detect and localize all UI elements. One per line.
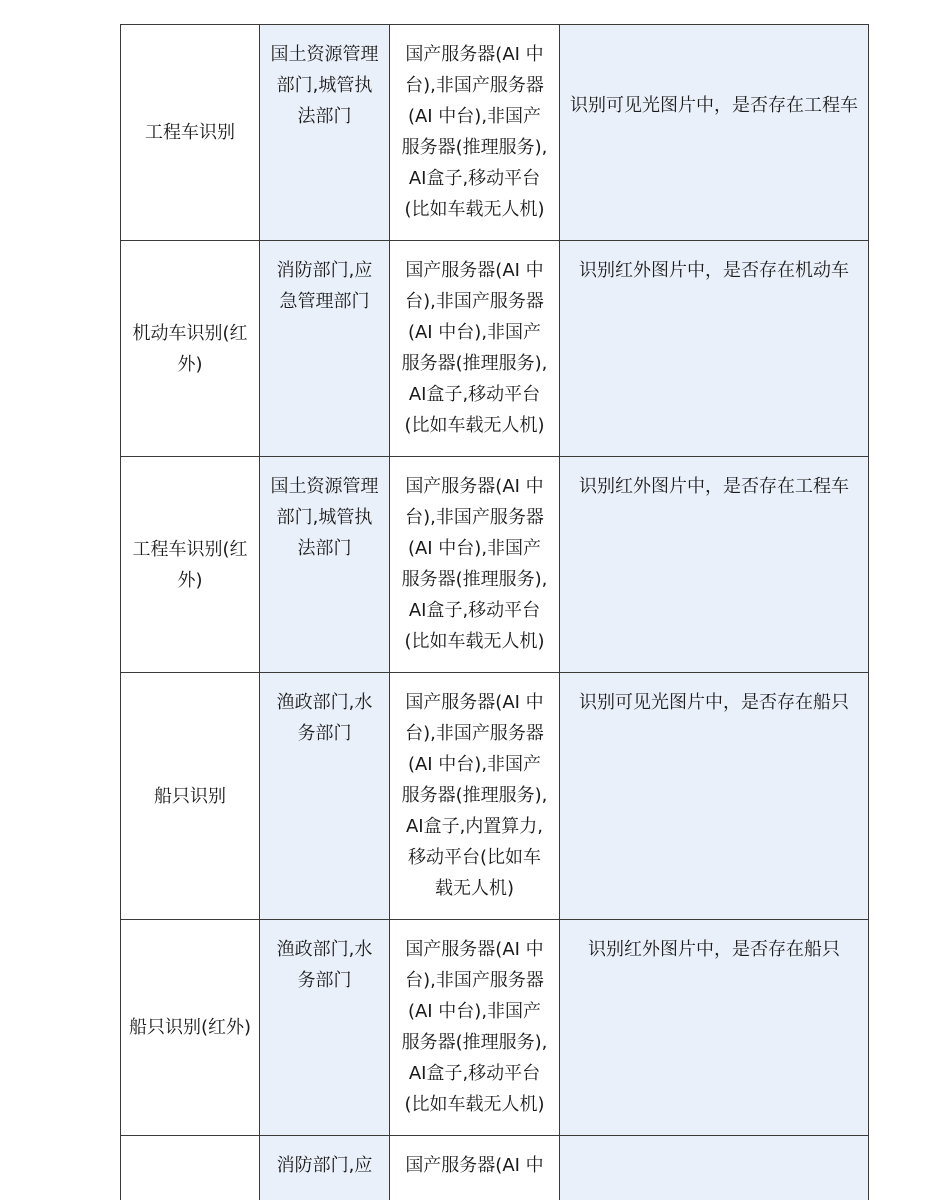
deployment-cell: 国产服务器(AI 中台),非国产服务器(AI 中台),非国产服务器(推理服务),AI盒子,内置算力,移动平台(比如车载无人机) [390, 673, 560, 920]
description-cell: 识别可见光图片中，是否存在工程车 [560, 25, 869, 241]
department-cell: 渔政部门,水务部门 [260, 673, 390, 920]
description-cell [560, 1136, 869, 1200]
table-row [121, 25, 869, 241]
algorithm-table [120, 24, 869, 1200]
algorithm-name-cell: 工程车识别 [121, 25, 260, 241]
algorithm-name-cell [121, 1136, 260, 1200]
description-cell: 识别可见光图片中，是否存在船只 [560, 673, 869, 920]
table-row [121, 920, 869, 1136]
department-cell: 渔政部门,水务部门 [260, 920, 390, 1136]
algorithm-name-cell: 机动车识别(红外) [121, 241, 260, 457]
department-cell: 消防部门,应 [260, 1136, 390, 1200]
department-cell: 国土资源管理部门,城管执法部门 [260, 25, 390, 241]
description-cell: 识别红外图片中，是否存在机动车 [560, 241, 869, 457]
department-cell: 国土资源管理部门,城管执法部门 [260, 457, 390, 673]
deployment-cell: 国产服务器(AI 中台),非国产服务器(AI 中台),非国产服务器(推理服务),AI盒子,移动平台(比如车载无人机) [390, 25, 560, 241]
deployment-cell: 国产服务器(AI 中台),非国产服务器(AI 中台),非国产服务器(推理服务),AI盒子,移动平台(比如车载无人机) [390, 241, 560, 457]
table-row [121, 241, 869, 457]
description-cell: 识别红外图片中，是否存在工程车 [560, 457, 869, 673]
table-row [121, 673, 869, 920]
deployment-cell: 国产服务器(AI 中 [390, 1136, 560, 1200]
deployment-cell: 国产服务器(AI 中台),非国产服务器(AI 中台),非国产服务器(推理服务),AI盒子,移动平台(比如车载无人机) [390, 457, 560, 673]
department-cell: 消防部门,应急管理部门 [260, 241, 390, 457]
algorithm-name-cell: 船只识别(红外) [121, 920, 260, 1136]
table-row [121, 457, 869, 673]
cropped-text-line [280, 1193, 730, 1200]
description-cell: 识别红外图片中，是否存在船只 [560, 920, 869, 1136]
table-row [121, 1136, 869, 1200]
deployment-cell: 国产服务器(AI 中台),非国产服务器(AI 中台),非国产服务器(推理服务),AI盒子,移动平台(比如车载无人机) [390, 920, 560, 1136]
algorithm-name-cell: 工程车识别(红外) [121, 457, 260, 673]
algorithm-name-cell: 船只识别 [121, 673, 260, 920]
